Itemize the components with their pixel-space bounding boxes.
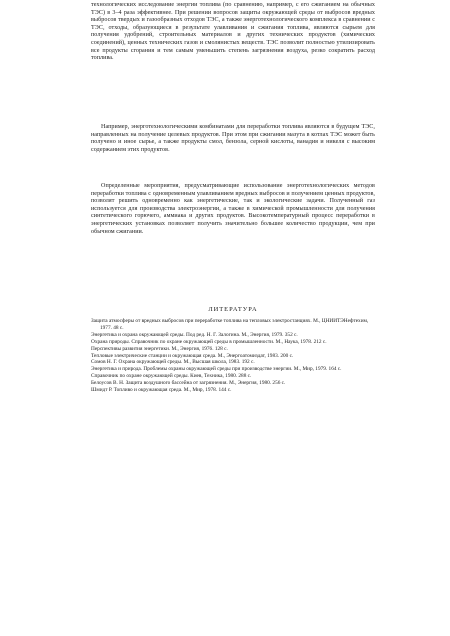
body-paragraph-1	[91, 2, 375, 63]
reference-item: Перспективы развития энергетики. М., Энергия, 1976. 128 с.	[91, 345, 228, 352]
paragraph-text: технологических исследование энергии топлива (по сравнению, например, с его сжиганием на обычных ТЭС) в 3–4 раза эффективнее. При решении вопросов защиты окружающей среды от выбросов вредных выбросов твердых и газообразных отходов ТЭС, а также энерготехнологического комплекса в сравнении с ТЭС, отходы, образующиеся в результате улавливания и сжигания топлива, являются сырьем для получения удобрений, строительных материалов и других технических продуктов (химических соединений), ценных технических газов и смолянистых веществ. ТЭС позволит полностью утилизировать все продукты сгорания и тем самым уменьшить степень загрязнения воздуха, резко сократить расход топлива.	[91, 2, 375, 62]
reference-item: Белоусов В. Н. Защита воздушного бассейна от загрязнения. М., Энергия, 1980. 256 с.	[91, 380, 286, 387]
reference-item: Шмидт Р. Топливо и окружающая среда. М., Мир, 1978. 144 с.	[91, 387, 232, 394]
reference-list	[91, 318, 375, 394]
reference-item: Охрана природы. Справочник по охране окружающей среды в промышленности. М., Наука, 1978. 212 с.	[91, 338, 327, 345]
paragraph-text: Например, энерготехнологическими комбинатами для переработки топлива являются в будущем ТЭС, направленных на получение целевых продуктов. При этом при сжигании мазута в котлах ТЭС может быть получено и иное сырье, а также продукты смол, бензола, серной кислоты, ванадия и никеля с высоким содержанием этих продуктов.	[91, 124, 375, 153]
reference-item: Защита атмосферы от вредных выбросов при переработке топлива на тепловых электростанциях. М., ЦНИИТЭНефтехим, 1977. 48 с.	[91, 318, 369, 331]
reference-item: Тепловые электрические станции и окружающая среда. М., Энергоатомиздат, 1983. 200 с.	[91, 352, 294, 359]
body-paragraph-3	[91, 183, 375, 236]
paragraph-text: Определенные мероприятия, предусматривающие использование энерготехнологических методов переработки топлива с одновременным улавливанием вредных выбросов и получением ценных продуктов, позволят решить одновременно как энергетические, так и экологические задачи. Полученный газ используется для производства электроэнергии, а также в химической промышленности для получения синтетического горючего, аммиака и других продуктов. Высокотемпературный процесс переработки в энергетических установках позволяет получить значительно большее количество продукции, чем при обычном сжигании.	[91, 183, 375, 235]
reference-item: Сомов Н. Г. Охрана окружающей среды. М., Высшая школа, 1983. 192 с.	[91, 359, 255, 366]
reference-item: Энергетика и охрана окружающей среды. Под ред. Н. Г. Залогина. М., Энергия, 1979. 352 с.	[91, 331, 298, 338]
reference-item: Справочник по охране окружающей среды. Киев, Техника, 1980. 288 с.	[91, 373, 252, 380]
body-paragraph-2	[91, 124, 375, 154]
references-heading: ЛИТЕРАТУРА	[208, 306, 258, 313]
reference-item: Энергетика и природа. Проблемы охраны окружающей среды при производстве энергии. М., Мир, 1979. 164 с.	[91, 366, 342, 373]
